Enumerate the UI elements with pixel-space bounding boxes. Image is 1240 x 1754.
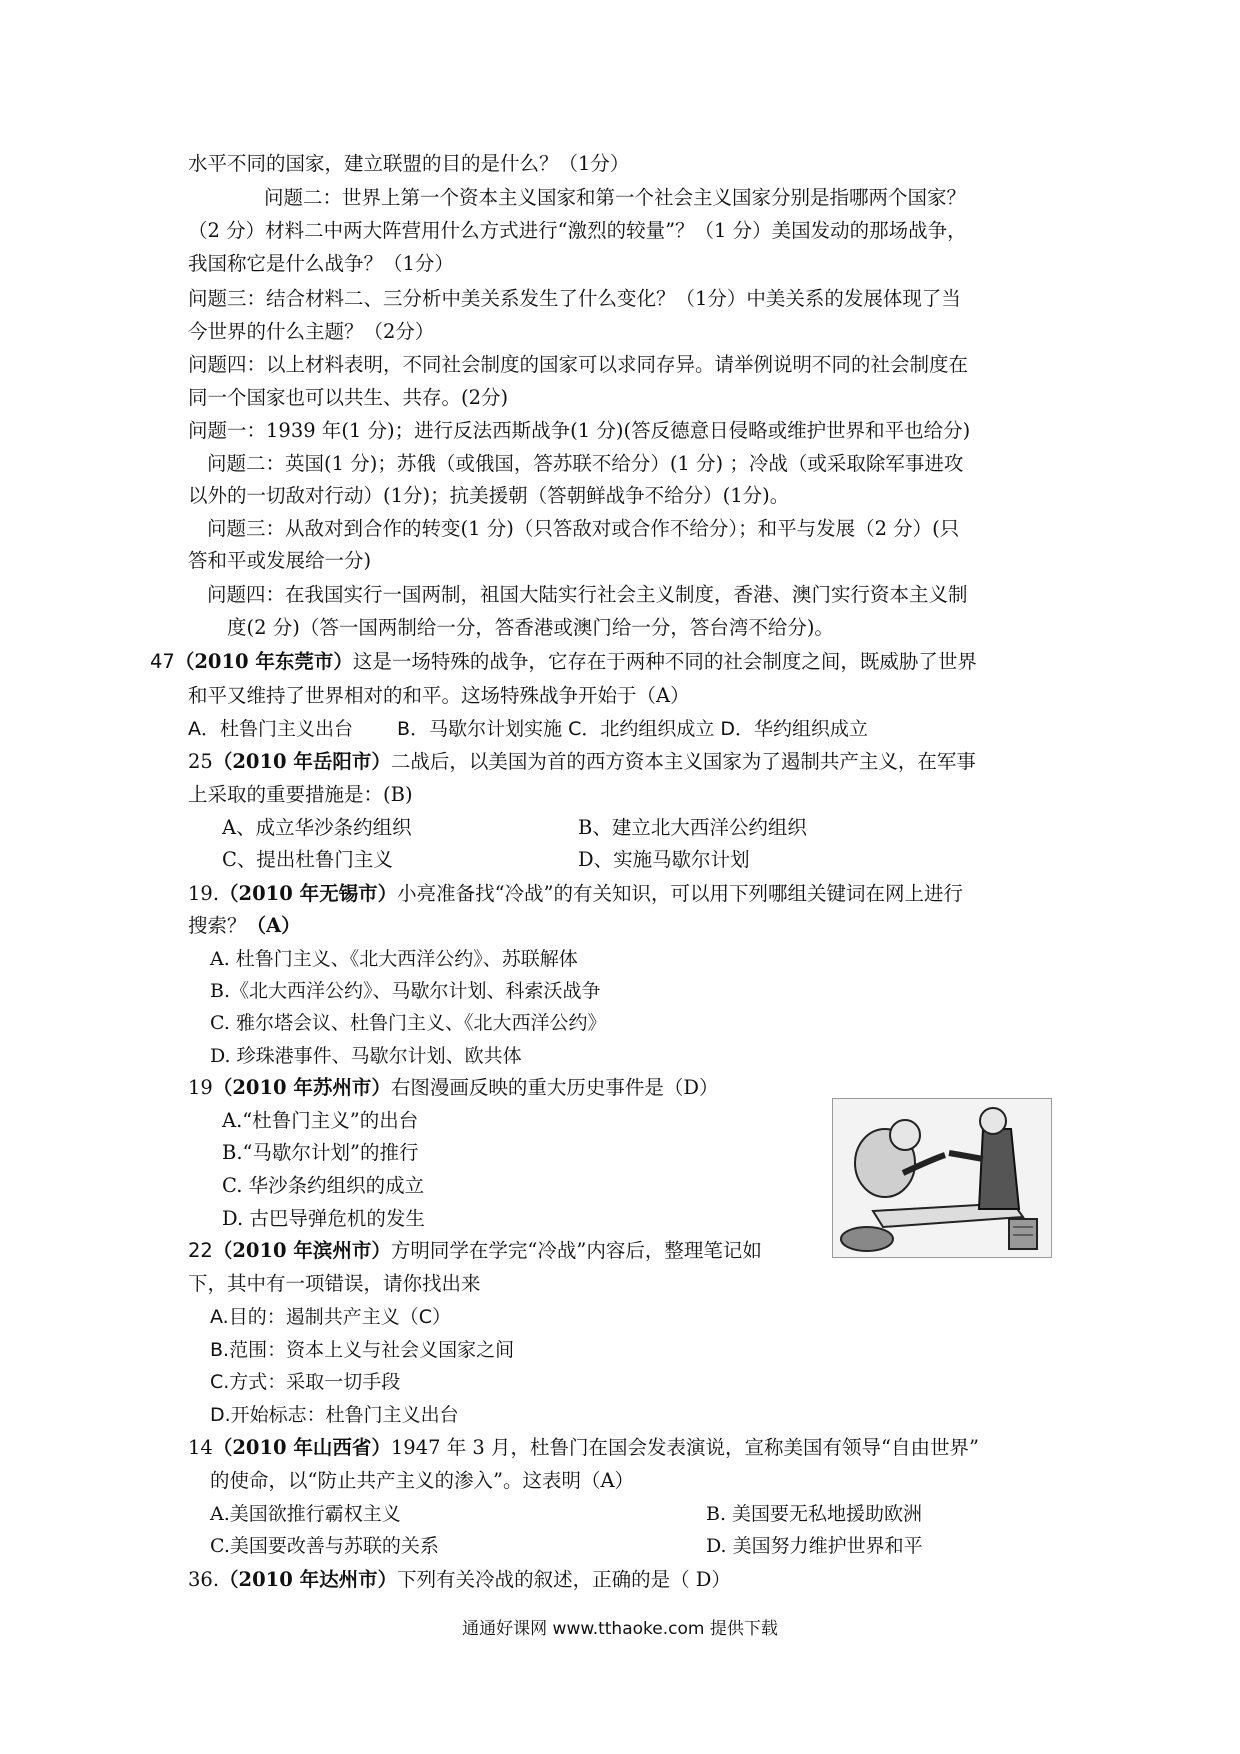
option-c: C.方式：采取一切手段 <box>210 1371 401 1393</box>
text-line: 今世界的什么主题？（2分） <box>188 320 435 343</box>
question-source: （2010 年无锡市） <box>219 882 398 905</box>
text-line: 问题三：结合材料二、三分析中美关系发生了什么变化？（1分）中美关系的发展体现了当 <box>188 287 961 310</box>
cartoon-image <box>832 1098 1052 1258</box>
option-d: D. 珍珠港事件、马歇尔计划、欧共体 <box>210 1045 522 1067</box>
text-line: 问题二：世界上第一个资本主义国家和第一个社会主义国家分别是指哪两个国家？ <box>264 186 967 209</box>
question-47 <box>150 648 977 676</box>
question-19-wuxi-line2 <box>188 912 301 940</box>
option-a: A. 杜鲁门主义、《北大西洋公约》、苏联解体 <box>210 948 578 970</box>
question-options: A．杜鲁门主义出台 B．马歇尔计划实施 C．北约组织成立 D．华约组织成立 <box>188 718 869 740</box>
option-b: B.范围：资本上义与社会义国家之间 <box>210 1339 515 1361</box>
option-a: A.目的：遏制共产主义（C） <box>210 1306 451 1328</box>
question-stem: 和平又维持了世界相对的和平。这场特殊战争开始于（A） <box>188 684 690 707</box>
question-number: 19. <box>188 882 220 905</box>
question-stem: 方明同学在学完“冷战”内容后，整理笔记如 <box>390 1239 762 1262</box>
question-number: 36. <box>188 1568 220 1591</box>
question-number: 22 <box>188 1239 213 1262</box>
question-source: （2010 年达州市） <box>219 1568 398 1591</box>
option-b: B. 美国要无私地援助欧洲 <box>706 1503 923 1525</box>
text-line: 问题四：在我国实行一国两制，祖国大陆实行社会主义制度，香港、澳门实行资本主义制 <box>207 583 968 606</box>
question-source: （2010 年滨州市） <box>212 1239 391 1262</box>
question-source: （2010 年山西省） <box>212 1436 391 1459</box>
option-c: C. 雅尔塔会议、杜鲁门主义、《北大西洋公约》 <box>210 1012 607 1034</box>
option-c: C.美国要改善与苏联的关系 <box>210 1535 439 1557</box>
question-19-suzhou <box>188 1074 719 1102</box>
question-stem: 二战后，以美国为首的西方资本主义国家为了遏制共产主义，在军事 <box>390 750 976 773</box>
text-line: 问题四：以上材料表明，不同社会制度的国家可以求同存异。请举例说明不同的社会制度在 <box>188 353 969 376</box>
question-stem: 这是一场特殊的战争，它存在于两种不同的社会制度之间，既威胁了世界 <box>352 650 977 673</box>
page-footer: 通通好课网 www.tthaoke.com 提供下载 <box>462 1619 778 1639</box>
arm-wrestling-cartoon <box>833 1099 1051 1257</box>
text-line: 同一个国家也可以共生、共存。(2分) <box>188 386 509 409</box>
option-b: B.《北大西洋公约》、马歇尔计划、科索沃战争 <box>210 980 601 1002</box>
question-stem: 上采取的重要措施是：(B) <box>188 783 413 806</box>
question-stem: 1947 年 3 月，杜鲁门在国会发表演说，宣称美国有领导“自由世界” <box>390 1436 979 1459</box>
option-a: A.美国欲推行霸权主义 <box>210 1503 401 1525</box>
option-d: D. 美国努力维护世界和平 <box>706 1535 923 1557</box>
question-number: 14 <box>188 1436 213 1459</box>
text-line: 水平不同的国家，建立联盟的目的是什么？（1分） <box>188 152 630 175</box>
question-14 <box>188 1434 979 1462</box>
answer-label: （A） <box>246 914 301 937</box>
question-22 <box>188 1237 762 1265</box>
question-19-wuxi <box>188 880 963 908</box>
question-36 <box>188 1566 731 1594</box>
option-c: C. 华沙条约组织的成立 <box>222 1174 425 1197</box>
text-line: 以外的一切敌对行动）(1分)；抗美援朝（答朝鲜战争不给分）(1分)。 <box>188 484 790 507</box>
option-b: B.“马歇尔计划”的推行 <box>222 1141 419 1164</box>
question-stem: 下列有关冷战的叙述，正确的是（ D） <box>397 1568 731 1591</box>
question-stem: 的使命，以“防止共产主义的渗入”。这表明（A） <box>210 1469 635 1492</box>
question-stem: 右图漫画反映的重大历史事件是（D） <box>390 1076 719 1099</box>
option-c: C、提出杜鲁门主义 <box>222 848 393 871</box>
text-line: 问题一：1939 年(1 分)；进行反法西斯战争(1 分)(答反德意日侵略或维护世界和平也给分) <box>188 419 971 442</box>
option-a: A、成立华沙条约组织 <box>222 816 412 839</box>
text-line: 我国称它是什么战争？（1分） <box>188 252 454 275</box>
question-source: （2010 年东莞市） <box>174 650 353 673</box>
question-number: 19 <box>188 1076 213 1099</box>
option-d: D.开始标志：杜鲁门主义出台 <box>210 1404 459 1426</box>
text-line: 答和平或发展给一分) <box>188 549 372 572</box>
question-number: 47 <box>150 650 175 673</box>
text-line: 问题二：英国(1 分)；苏俄（或俄国，答苏联不给分）(1 分) ；冷战（或采取除军事进攻 <box>207 452 964 475</box>
question-stem: 小亮准备找“冷战”的有关知识，可以用下列哪组关键词在网上进行 <box>397 882 964 905</box>
text-line: 问题三：从敌对到合作的转变(1 分)（只答敌对或合作不给分）；和平与发展（2 分）(只 <box>207 517 960 540</box>
question-source: （2010 年岳阳市） <box>212 750 391 773</box>
text-line: （2 分）材料二中两大阵营用什么方式进行“激烈的较量”？（1 分）美国发动的那场战争， <box>188 219 967 242</box>
question-stem: 下，其中有一项错误，请你找出来 <box>188 1272 481 1295</box>
option-d: D. 古巴导弹危机的发生 <box>222 1207 425 1230</box>
question-source: （2010 年苏州市） <box>212 1076 391 1099</box>
question-25 <box>188 748 976 776</box>
question-stem: 搜索？ <box>188 914 247 937</box>
option-a: A.“杜鲁门主义”的出台 <box>222 1109 419 1132</box>
text-line: 度(2 分)（答一国两制给一分，答香港或澳门给一分，答台湾不给分)。 <box>227 616 834 639</box>
option-b: B、建立北大西洋公约组织 <box>578 816 807 839</box>
option-d: D、实施马歇尔计划 <box>578 848 750 871</box>
question-number: 25 <box>188 750 213 773</box>
